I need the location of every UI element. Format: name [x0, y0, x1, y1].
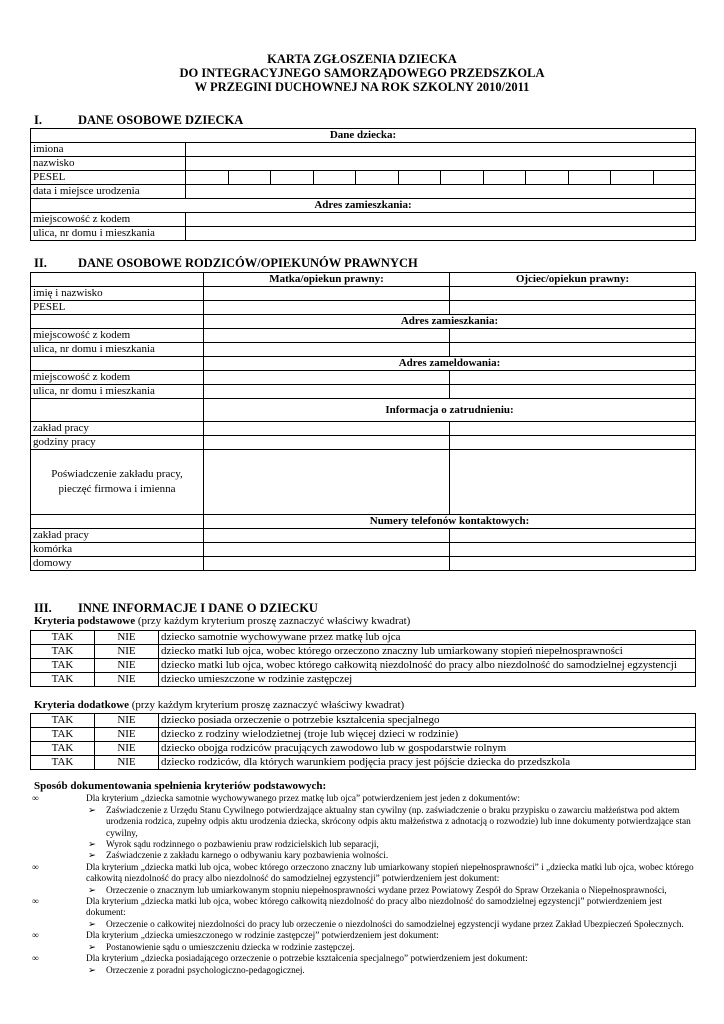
- extra-criteria-hint: (przy każdym kryterium proszę zaznaczyć właściwy kwadrat): [129, 699, 405, 711]
- doc-item: ∞ Dla kryterium „dziecka matki lub ojca, wobec którego orzeczono znaczny lub umiarkowany stopień niepełnosprawności” i „dziecka matki lub ojca, wobec którego całkowitą niezdolność do pracy albo niezdolność do samodzielnej egzystencji” potwierdzeniem jest dokument:: [32, 862, 694, 885]
- pesel-digit-box[interactable]: [526, 171, 569, 185]
- infinity-bullet-icon: ∞: [32, 862, 39, 873]
- label-phone-work: zakład pracy: [31, 529, 204, 543]
- extra-criterion-text: dziecko obojga rodziców pracujących zawodowo lub w gospodarstwie rolnym: [159, 742, 696, 756]
- first-names-field[interactable]: [186, 143, 696, 157]
- father-registered-city-field[interactable]: [450, 371, 696, 385]
- arrow-bullet-icon: ➢: [88, 965, 96, 976]
- pesel-digit-box[interactable]: [653, 171, 696, 185]
- label-city-postcode: miejscowość z kodem: [31, 213, 186, 227]
- surname-field[interactable]: [186, 157, 696, 171]
- pesel-digit-box[interactable]: [441, 171, 484, 185]
- birth-date-place-field[interactable]: [186, 185, 696, 199]
- basic-criterion-yes-checkbox[interactable]: TAK: [31, 645, 95, 659]
- father-workplace-field[interactable]: [450, 422, 696, 436]
- label-first-names: imiona: [31, 143, 186, 157]
- label-parent-pesel: PESEL: [31, 301, 204, 315]
- doc-item: ∞ Dla kryterium „dziecka matki lub ojca, wobec którego całkowitą niezdolność do pracy albo niezdolność do samodzielnej egzystencji” potwierdzeniem jest dokument:: [32, 897, 662, 919]
- doc-subitem: ➢ Orzeczenie o znacznym lub umiarkowanym stopniu niepełnosprawności wydane przez Powiatowy Zespół do Spraw Orzekania o Niepełnosprawności,: [88, 885, 667, 896]
- doc-subitem: ➢ Zaświadczenie z zakładu karnego o odbywaniu kary pozbawienia wolności.: [88, 851, 389, 862]
- documentation-heading: Sposób dokumentowania spełnienia kryteriów podstawowych:: [34, 780, 327, 792]
- label-work-hours: godziny pracy: [31, 436, 204, 450]
- basic-criterion-no-checkbox[interactable]: NIE: [95, 673, 159, 687]
- label-workplace: zakład pracy: [31, 422, 204, 436]
- doc-subitem: ➢ Wyrok sądu rodzinnego o pozbawieniu praw rodzicielskich lub separacji,: [88, 840, 379, 851]
- father-street-field[interactable]: [450, 343, 696, 357]
- section-2-title: DANE OSOBOWE RODZICÓW/OPIEKUNÓW PRAWNYCH: [78, 256, 418, 270]
- doc-item: ∞ Dla kryterium „dziecka posiadającego orzeczenie o potrzebie kształcenia specjalnego” potwierdzeniem jest dokument:: [32, 954, 528, 965]
- mother-phone-home-field[interactable]: [204, 557, 450, 571]
- label-registered-city: miejscowość z kodem: [31, 371, 204, 385]
- pesel-digit-box[interactable]: [356, 171, 399, 185]
- form-title: [0, 52, 724, 94]
- extra-criterion-yes-checkbox[interactable]: TAK: [31, 714, 95, 728]
- title-line-2: DO INTEGRACYJNEGO SAMORZĄDOWEGO PRZEDSZKOLA: [179, 66, 545, 80]
- section-1-heading: [34, 113, 243, 128]
- extra-criterion-no-checkbox[interactable]: NIE: [95, 714, 159, 728]
- cert-line-2: pieczęć firmowa i imienna: [58, 483, 176, 495]
- extra-criterion-row: [31, 742, 696, 756]
- basic-criterion-row: [31, 673, 696, 687]
- section-1-number: I.: [34, 113, 42, 127]
- extra-criterion-text: dziecko rodziców, dla których warunkiem podjęcia pracy jest pójście dziecka do przedszkola: [159, 756, 696, 770]
- basic-criterion-text: dziecko umieszczone w rodzinie zastępczej: [159, 673, 696, 687]
- label-street: ulica, nr domu i mieszkania: [31, 227, 186, 241]
- section-2-heading: [34, 256, 418, 271]
- extra-criterion-yes-checkbox[interactable]: TAK: [31, 756, 95, 770]
- label-parent-name: imię i nazwisko: [31, 287, 204, 301]
- basic-criterion-no-checkbox[interactable]: NIE: [95, 631, 159, 645]
- extra-criteria-caption: [34, 699, 404, 711]
- extra-criterion-row: [31, 728, 696, 742]
- extra-criterion-no-checkbox[interactable]: NIE: [95, 728, 159, 742]
- mother-city-field[interactable]: [204, 329, 450, 343]
- basic-criterion-text: dziecko samotnie wychowywane przez matkę lub ojca: [159, 631, 696, 645]
- label-parent-street: ulica, nr domu i mieszkania: [31, 343, 204, 357]
- section-3-title: INNE INFORMACJE I DANE O DZIECKU: [78, 601, 318, 615]
- phones-header: Numery telefonów kontaktowych:: [204, 515, 696, 529]
- extra-criterion-yes-checkbox[interactable]: TAK: [31, 742, 95, 756]
- label-pesel: PESEL: [31, 171, 186, 185]
- basic-criterion-row: [31, 659, 696, 673]
- extra-criteria-table: [30, 713, 696, 770]
- label-employer-certification: [31, 450, 204, 515]
- basic-criterion-text: dziecko matki lub ojca, wobec którego całkowitą niezdolność do pracy albo niezdolność do samodzielnej egzystencji: [159, 659, 696, 673]
- label-phone-mobile: komórka: [31, 543, 204, 557]
- pesel-digit-box[interactable]: [228, 171, 271, 185]
- documentation-notes: [30, 781, 694, 977]
- mother-phone-work-field[interactable]: [204, 529, 450, 543]
- basic-criterion-yes-checkbox[interactable]: TAK: [31, 673, 95, 687]
- mother-phone-mobile-field[interactable]: [204, 543, 450, 557]
- child-address-header: Adres zamieszkania:: [31, 199, 696, 213]
- doc-subitem: ➢ Orzeczenie z poradni psychologiczno-pedagogicznej.: [88, 965, 305, 976]
- basic-criterion-text: dziecko matki lub ojca, wobec którego orzeczono znaczny lub umiarkowany stopień niepełnosprawności: [159, 645, 696, 659]
- extra-criterion-no-checkbox[interactable]: NIE: [95, 742, 159, 756]
- employment-header: Informacja o zatrudnieniu:: [204, 399, 696, 422]
- registered-address-header: Adres zameldowania:: [204, 357, 696, 371]
- basic-criterion-row: [31, 645, 696, 659]
- basic-criterion-row: [31, 631, 696, 645]
- label-registered-street: ulica, nr domu i mieszkania: [31, 385, 204, 399]
- section-3-number: III.: [34, 601, 52, 615]
- pesel-digit-box[interactable]: [313, 171, 356, 185]
- mother-hours-field[interactable]: [204, 436, 450, 450]
- child-data-header: Dane dziecka:: [31, 129, 696, 143]
- basic-criteria-table: [30, 630, 696, 687]
- basic-criteria-label: Kryteria podstawowe: [34, 615, 136, 627]
- extra-criterion-text: dziecko posiada orzeczenie o potrzebie kształcenia specjalnego: [159, 714, 696, 728]
- title-line-1: KARTA ZGŁOSZENIA DZIECKA: [267, 52, 457, 66]
- infinity-bullet-icon: ∞: [32, 931, 39, 942]
- label-parent-city: miejscowość z kodem: [31, 329, 204, 343]
- father-hours-field[interactable]: [450, 436, 696, 450]
- arrow-bullet-icon: ➢: [88, 919, 96, 930]
- arrow-bullet-icon: ➢: [88, 885, 96, 896]
- father-phone-home-field[interactable]: [450, 557, 696, 571]
- extra-criterion-row: [31, 714, 696, 728]
- title-line-3: W PRZEGINI DUCHOWNEJ NA ROK SZKOLNY 2010/2011: [194, 80, 530, 94]
- child-street-field[interactable]: [186, 227, 696, 241]
- father-column-header: Ojciec/opiekun prawny:: [450, 273, 696, 287]
- extra-criterion-row: [31, 756, 696, 770]
- father-certification-box[interactable]: [450, 450, 696, 515]
- doc-item: ∞ Dla kryterium „dziecka samotnie wychowywanego przez matkę lub ojca” potwierdzeniem jest jeden z dokumentów:: [32, 794, 520, 805]
- father-phone-mobile-field[interactable]: [450, 543, 696, 557]
- doc-item: ∞ Dla kryterium „dziecka umieszczonego w rodzinie zastępczej” potwierdzeniem jest dokument:: [32, 931, 439, 942]
- section-2-number: II.: [34, 256, 47, 270]
- mother-name-field[interactable]: [204, 287, 450, 301]
- mother-certification-box[interactable]: [204, 450, 450, 515]
- cert-line-1: Poświadczenie zakładu pracy,: [51, 468, 183, 480]
- pesel-digit-box[interactable]: [611, 171, 654, 185]
- arrow-bullet-icon: ➢: [88, 840, 96, 851]
- label-phone-home: domowy: [31, 557, 204, 571]
- extra-criterion-yes-checkbox[interactable]: TAK: [31, 728, 95, 742]
- label-birth-date-place: data i miejsce urodzenia: [31, 185, 186, 199]
- arrow-bullet-icon: ➢: [88, 805, 96, 816]
- basic-criterion-yes-checkbox[interactable]: TAK: [31, 659, 95, 673]
- mother-workplace-field[interactable]: [204, 422, 450, 436]
- section-1-title: DANE OSOBOWE DZIECKA: [78, 113, 244, 127]
- infinity-bullet-icon: ∞: [32, 794, 39, 805]
- basic-criteria-hint: (przy każdym kryterium proszę zaznaczyć właściwy kwadrat): [135, 615, 411, 627]
- section-3-heading: [34, 601, 318, 616]
- doc-subitem: ➢ Postanowienie sądu o umieszczeniu dziecka w rodzinie zastępczej.: [88, 942, 355, 953]
- doc-subitem: ➢ Zaświadczenie z Urzędu Stanu Cywilnego potwierdzające aktualny stan cywilny (np. zaświadczenie o braku przypisku o zawarciu małżeństwa pod aktem urodzenia rodzica, zupełny odpis aktu urodzenia dziecka, skrócony odpis aktu małżeństwa z adnotacją o rozwodzie) lub inne dokumenty potwierdzające stan cywilny,: [88, 805, 691, 839]
- label-surname: nazwisko: [31, 157, 186, 171]
- extra-criterion-no-checkbox[interactable]: NIE: [95, 756, 159, 770]
- mother-pesel-field[interactable]: [204, 301, 450, 315]
- father-phone-work-field[interactable]: [450, 529, 696, 543]
- basic-criteria-caption: [34, 615, 410, 627]
- pesel-digit-box[interactable]: [483, 171, 526, 185]
- basic-criterion-no-checkbox[interactable]: NIE: [95, 645, 159, 659]
- basic-criterion-yes-checkbox[interactable]: TAK: [31, 631, 95, 645]
- mother-registered-city-field[interactable]: [204, 371, 450, 385]
- parents-data-table: [30, 272, 696, 571]
- basic-criterion-no-checkbox[interactable]: NIE: [95, 659, 159, 673]
- extra-criteria-label: Kryteria dodatkowe: [34, 699, 130, 711]
- father-city-field[interactable]: [450, 329, 696, 343]
- parents-address-header: Adres zamieszkania:: [204, 315, 696, 329]
- father-registered-street-field[interactable]: [450, 385, 696, 399]
- father-name-field[interactable]: [450, 287, 696, 301]
- pesel-digit-box[interactable]: [271, 171, 314, 185]
- father-pesel-field[interactable]: [450, 301, 696, 315]
- doc-subitem: ➢ Orzeczenie o całkowitej niezdolności do pracy lub orzeczenie o niezdolności do samodzielnej egzystencji wydane przez Zakład Ubezpieczeń Społecznych.: [88, 919, 684, 930]
- arrow-bullet-icon: ➢: [88, 942, 96, 953]
- infinity-bullet-icon: ∞: [32, 954, 39, 965]
- mother-registered-street-field[interactable]: [204, 385, 450, 399]
- mother-column-header: Matka/opiekun prawny:: [204, 273, 450, 287]
- child-data-table: [30, 128, 696, 241]
- arrow-bullet-icon: ➢: [88, 851, 96, 862]
- mother-street-field[interactable]: [204, 343, 450, 357]
- infinity-bullet-icon: ∞: [32, 897, 39, 908]
- extra-criterion-text: dziecko z rodziny wielodzietnej (troje lub więcej dzieci w rodzinie): [159, 728, 696, 742]
- child-city-field[interactable]: [186, 213, 696, 227]
- pesel-digit-box[interactable]: [398, 171, 441, 185]
- pesel-digit-box[interactable]: [568, 171, 611, 185]
- pesel-digit-box[interactable]: [186, 171, 229, 185]
